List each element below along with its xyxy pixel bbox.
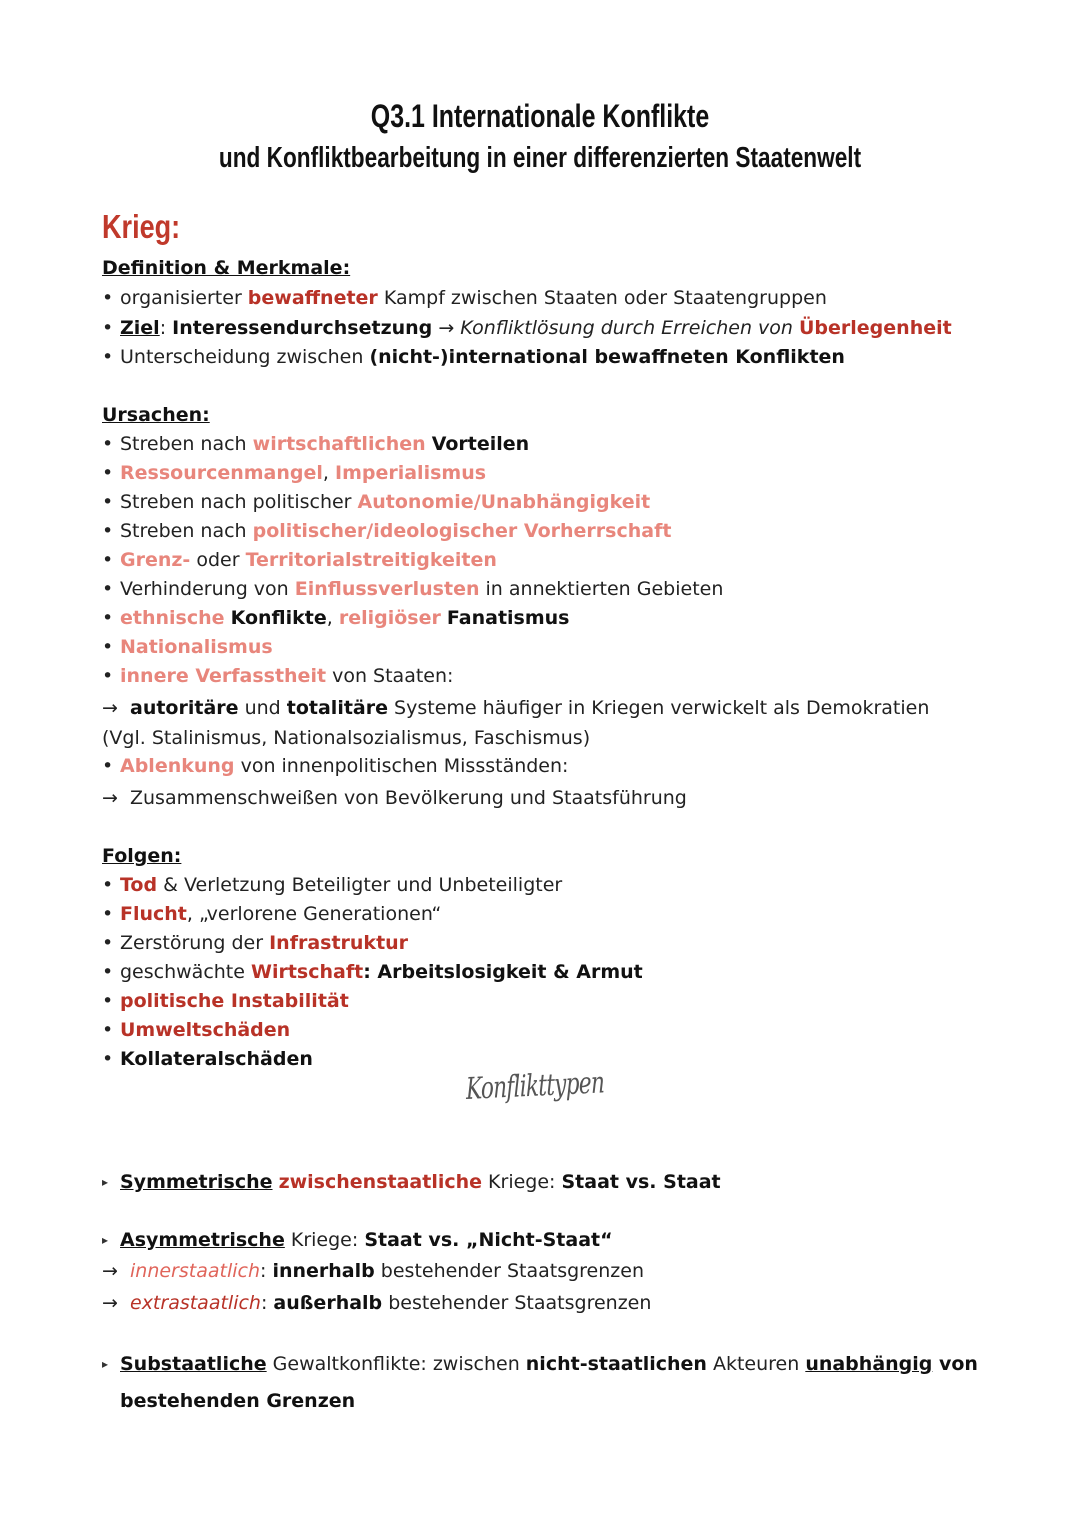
ursachen-item: • innere Verfasstheit von Staaten: bbox=[102, 665, 454, 687]
section-heading-krieg: Krieg: bbox=[102, 208, 181, 245]
ursachen-item: • ethnische Konflikte, religiöser Fanatismus bbox=[102, 607, 570, 629]
typ-item: ▸ Substaatliche Gewaltkonflikte: zwischen nicht-staatlichen Akteuren unabhängig von bbox=[102, 1353, 978, 1375]
folgen-item: • politische Instabilität bbox=[102, 990, 349, 1012]
ursachen-item: • Grenz- oder Territorialstreitigkeiten bbox=[102, 549, 497, 571]
ursachen-subitem: → autoritäre und totalitäre Systeme häufiger in Kriegen verwickelt als Demokratien bbox=[102, 697, 930, 719]
folgen-item: • geschwächte Wirtschaft: Arbeitslosigkeit & Armut bbox=[102, 961, 643, 983]
definition-item: • Unterscheidung zwischen (nicht-)international bewaffneten Konflikten bbox=[102, 346, 845, 368]
typ-subitem: → extrastaatlich: außerhalb bestehender Staatsgrenzen bbox=[102, 1292, 652, 1314]
ursachen-item: • Nationalismus bbox=[102, 636, 273, 658]
definition-item: • Ziel: Interessendurchsetzung → Konfliktlösung durch Erreichen von Überlegenheit bbox=[102, 317, 952, 339]
typ-subitem: → innerstaatlich: innerhalb bestehender Staatsgrenzen bbox=[102, 1260, 644, 1282]
typ-item: ▸ Asymmetrische Kriege: Staat vs. „Nicht-Staat“ bbox=[102, 1229, 613, 1251]
ursachen-item: • Streben nach politischer Autonomie/Unabhängigkeit bbox=[102, 491, 651, 513]
definition-item: • organisierter bewaffneter Kampf zwischen Staaten oder Staatengruppen bbox=[102, 287, 827, 309]
handwritten-note: Konflikttypen bbox=[465, 1065, 605, 1107]
ursachen-subitem: (Vgl. Stalinismus, Nationalsozialismus, Faschismus) bbox=[102, 727, 591, 749]
ursachen-header: Ursachen: bbox=[102, 404, 210, 426]
ursachen-item: • Ressourcenmangel, Imperialismus bbox=[102, 462, 487, 484]
typ-item: ▸ Symmetrische zwischenstaatliche Kriege: Staat vs. Staat bbox=[102, 1171, 721, 1193]
folgen-header: Folgen: bbox=[102, 845, 182, 867]
folgen-item: • Flucht, „verlorene Generationen“ bbox=[102, 903, 442, 925]
folgen-item: • Tod & Verletzung Beteiligter und Unbeteiligter bbox=[102, 874, 563, 896]
page-subtitle: und Konfliktbearbeitung in einer differenzierten Staatenwelt bbox=[218, 142, 862, 174]
folgen-item: • Umweltschäden bbox=[102, 1019, 291, 1041]
folgen-item: • Zerstörung der Infrastruktur bbox=[102, 932, 409, 954]
ursachen-item: • Streben nach wirtschaftlichen Vorteilen bbox=[102, 433, 530, 455]
page-title: Q3.1 Internationale Konflikte bbox=[370, 98, 710, 134]
typ-item-continuation: bestehenden Grenzen bbox=[120, 1390, 356, 1412]
ursachen-item: • Ablenkung von innenpolitischen Missständen: bbox=[102, 755, 569, 777]
folgen-item: • Kollateralschäden bbox=[102, 1048, 313, 1070]
ursachen-item: • Verhinderung von Einflussverlusten in annektierten Gebieten bbox=[102, 578, 724, 600]
ursachen-subitem: → Zusammenschweißen von Bevölkerung und Staatsführung bbox=[102, 787, 687, 809]
ursachen-item: • Streben nach politischer/ideologischer Vorherrschaft bbox=[102, 520, 672, 542]
definition-header: Definition & Merkmale: bbox=[102, 257, 351, 279]
